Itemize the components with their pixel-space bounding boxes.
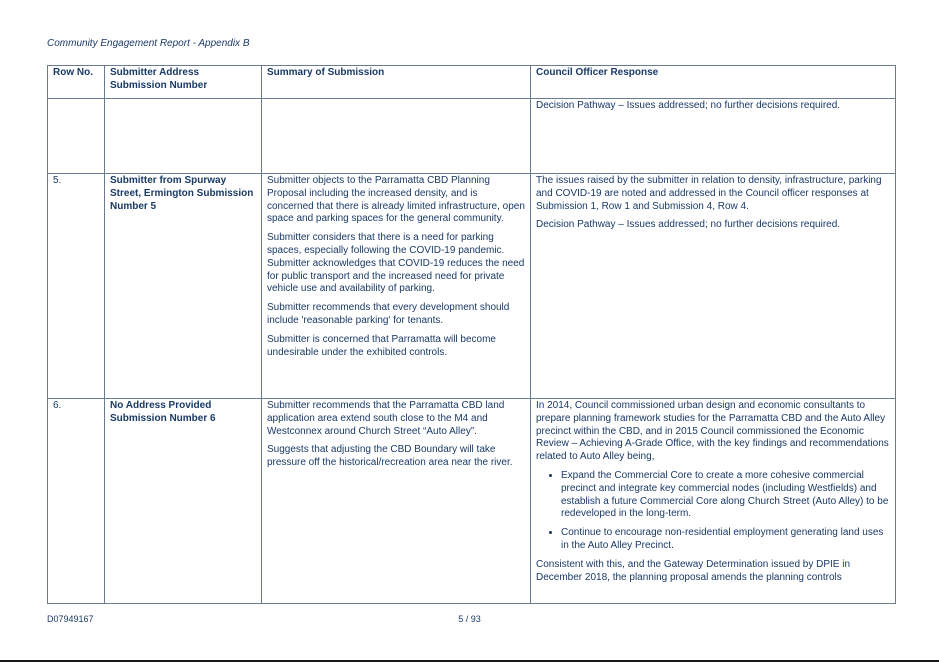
page-number: 5 / 93 (458, 614, 481, 624)
response-text: The issues raised by the submitter in relation to density, infrastructure, parking and COVID-19 are noted and addressed in the Council officer responses at Submission 1, Row 1 and Submission 4, Row 4. (536, 175, 882, 212)
submissions-table (47, 65, 896, 604)
summary-text: Submitter considers that there is a need for parking spaces, especially following the COVID-19 pandemic. Submitter acknowledges that COVID-19 reduces the need for public transport and the increased need for private vehicle use and availability of parking. (267, 232, 525, 295)
response-text: In 2014, Council commissioned urban design and economic consultants to prepare planning framework studies for the Parramatta CBD and the Auto Alley precinct within the CBD, and in 2015 Council commissioned the Economic Review – Achieving A-Grade Office, with the key findings and recommendations related to Auto Alley being, (536, 400, 889, 463)
table-row (48, 399, 896, 604)
row-no-cell (48, 99, 105, 174)
submitter-cell: Submitter from Spurway Street, Ermington Submission Number 5 (105, 174, 262, 399)
row-no-cell: 5. (48, 174, 105, 399)
submitter-cell: No Address Provided Submission Number 6 (105, 399, 262, 604)
response-text: Consistent with this, and the Gateway Determination issued by DPIE in December 2018, the planning proposal amends the planning controls (536, 558, 851, 583)
response-cell (531, 99, 896, 174)
response-cell (531, 399, 896, 604)
list-item: • Continue to encourage non-residential employment generating land uses in the Auto Alley Precinct. (561, 527, 890, 553)
col-header-response: Council Officer Response (531, 66, 896, 99)
summary-text: Submitter recommends that every development should include 'reasonable parking' for tenants. (267, 302, 510, 326)
summary-text: Submitter recommends that the Parramatta CBD land application area extend south close to the M4 and Westconnex around Church Street “Auto Alley”. (267, 400, 505, 437)
list-item: • Expand the Commercial Core to create a more cohesive commercial precinct and integrate key commercial nodes (including Westfields) and establish a future Commercial Core along Church Street (Auto Alley) to be redeveloped in the long-term. (561, 470, 890, 521)
table-row (48, 99, 896, 174)
response-bullet-list (536, 470, 890, 553)
submitter-cell (105, 99, 262, 174)
summary-cell (262, 399, 531, 604)
document-id: D07949167 (47, 614, 94, 624)
page-header: Community Engagement Report - Appendix B (47, 38, 250, 49)
table-header-row (48, 66, 896, 99)
col-header-row-no: Row No. (48, 66, 105, 99)
row-no-cell: 6. (48, 399, 105, 604)
response-cell (531, 174, 896, 399)
summary-cell (262, 174, 531, 399)
summary-text: Suggests that adjusting the CBD Boundary will take pressure off the historical/recreation area near the river. (267, 444, 513, 469)
response-text: Decision Pathway – Issues addressed; no further decisions required. (536, 219, 841, 231)
table-row (48, 174, 896, 399)
summary-text: Submitter objects to the Parramatta CBD Planning Proposal including the increased density, and is concerned that there is already limited infrastructure, open space and parking spaces for the general community. (267, 175, 525, 225)
summary-cell (262, 99, 531, 174)
col-header-submitter: Submitter Address Submission Number (105, 66, 262, 99)
summary-text: Submitter is concerned that Parramatta will become undesirable under the exhibited controls. (267, 333, 496, 358)
col-header-summary: Summary of Submission (262, 66, 531, 99)
response-text: Decision Pathway – Issues addressed; no further decisions required. (536, 100, 841, 111)
bottom-divider (0, 660, 939, 662)
